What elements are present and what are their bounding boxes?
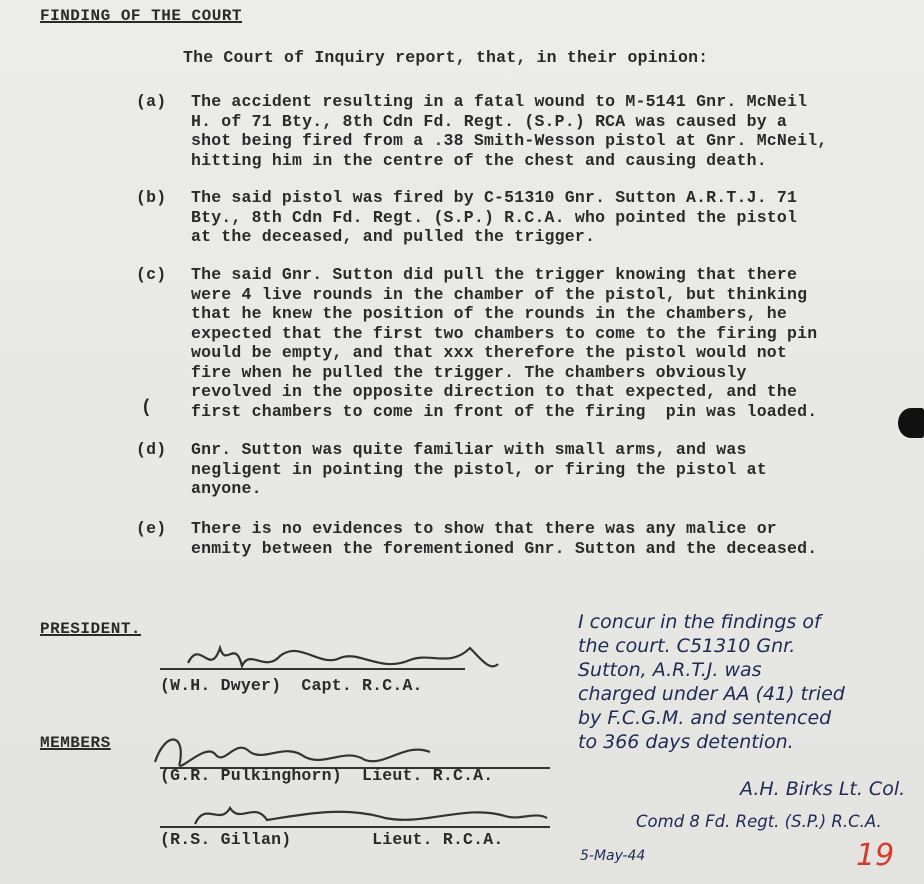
handwritten-date: 5-May-44 xyxy=(580,848,646,864)
paragraph-label: (e) xyxy=(136,519,167,538)
paragraph-text: The said Gnr. Sutton did pull the trigger knowing that there were 4 live rounds in the chamber of the pistol, but thinking that he knew the position of the rounds in the chambers, he expected that the first two chambers to come to the firing pin would be empty, and that xxx therefore the pistol would not fire when he pulled the trigger. The chambers obviously revolved in the opposite direction to that expected, and the first chambers to come in front of the firing pin was loaded. xyxy=(191,265,818,421)
paragraph-text: The said pistol was fired by C-51310 Gnr. Sutton A.R.T.J. 71 Bty., 8th Cdn Fd. Regt. (S.P.) R.C.A. who pointed the pistol at the deceased, and pulled the trigger. xyxy=(191,188,798,246)
ink-blot xyxy=(898,408,924,438)
margin-bracket: ( xyxy=(141,398,152,418)
paragraph-label: (c) xyxy=(136,265,167,284)
paragraph-text: Gnr. Sutton was quite familiar with small arms, and was negligent in pointing the pistol, or firing the pistol at anyone. xyxy=(191,440,767,498)
member1-name: (G.R. Pulkinghorn) Lieut. R.C.A. xyxy=(160,766,494,785)
cosigner-signature: A.H. Birks Lt. Col. xyxy=(740,778,906,800)
paragraph-text: The accident resulting in a fatal wound to M-5141 Gnr. McNeil H. of 71 Bty., 8th Cdn Fd. Regt. (S.P.) RCA was caused by a shot being fired from a .38 Smith-Wesson pistol at Gnr. McNeil, hitting him in the centre of the chest and causing death. xyxy=(191,92,828,170)
president-name: (W.H. Dwyer) Capt. R.C.A. xyxy=(160,676,423,695)
document-heading: FINDING OF THE COURT xyxy=(40,7,243,25)
cosigner-unit: Comd 8 Fd. Regt. (S.P.) R.C.A. xyxy=(636,812,882,831)
intro-line: The Court of Inquiry report, that, in their opinion: xyxy=(183,48,709,67)
members-label: MEMBERS xyxy=(40,734,111,752)
signature-line xyxy=(160,826,550,828)
signature-line xyxy=(160,668,465,670)
paragraph-label: (a) xyxy=(136,92,167,111)
paragraph-text: There is no evidences to show that there was any malice or enmity between the forementioned Gnr. Sutton and the deceased. xyxy=(191,519,818,558)
paragraph-label: (d) xyxy=(136,440,167,459)
handwritten-concurrence: I concur in the findings of the court. C51310 Gnr. Sutton, A.R.T.J. was charged under AA (41) tried by F.C.G.M. and sentenced to 366 days detention. xyxy=(578,611,845,753)
paragraph-label: (b) xyxy=(136,188,167,207)
member2-name: (R.S. Gillan) Lieut. R.C.A. xyxy=(160,830,504,849)
president-label: PRESIDENT. xyxy=(40,620,142,638)
page-number: 19 xyxy=(856,838,895,873)
